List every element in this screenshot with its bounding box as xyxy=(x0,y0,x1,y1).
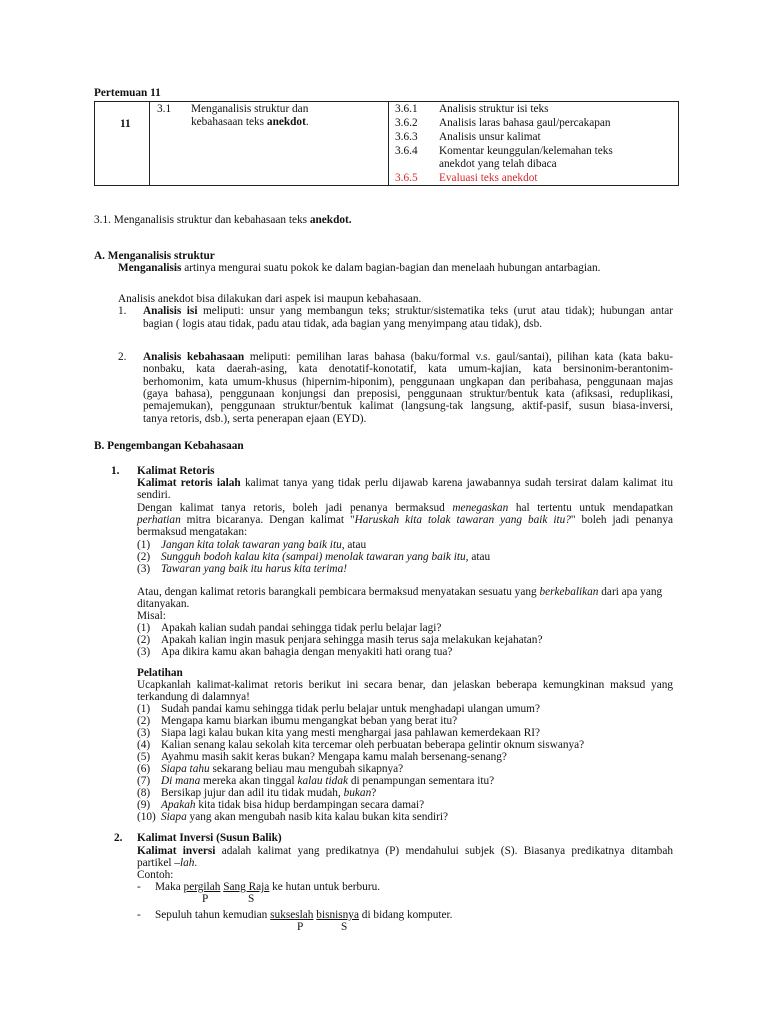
section-a-heading: A. Menganalisis struktur xyxy=(94,250,215,262)
analysis-intro: Analisis anekdot bisa dilakukan dari aspek isi maupun kebahasaan. xyxy=(118,293,422,305)
exercise-text: Mengapa kamu biarkan ibumu mengangkat beban yang berat itu? xyxy=(161,715,458,727)
analysis-isi-line2: bagian ( logis atau tidak, padu atau tidak, ada bagian yang menyimpang atau tidak), dsb. xyxy=(143,318,543,330)
misal-text: Apa dikira kamu akan bahagia dengan menyakiti hati orang tua? xyxy=(161,646,453,658)
exercise-number: (6) xyxy=(137,763,151,775)
analysis-kebahasaan-line6: tanya retoris, dsb.), serta penerapan ejaan (EYD). xyxy=(143,413,367,425)
subsection-2-title: Kalimat Inversi (Susun Balik) xyxy=(137,832,282,844)
misal-number: (3) xyxy=(137,646,151,658)
indicator-text-highlight: Evaluasi teks anekdot xyxy=(439,172,538,184)
exercise-text: Bersikap jujur dan adil itu tidak mudah, bukan? xyxy=(161,787,377,799)
section-b-heading: B. Pengembangan Kebahasaan xyxy=(94,440,244,452)
misal-number: (1) xyxy=(137,622,151,634)
competency-table xyxy=(94,101,679,186)
pelatihan-heading: Pelatihan xyxy=(137,667,183,679)
meeting-cell xyxy=(95,102,150,186)
list-number: 2. xyxy=(118,351,127,363)
misal-label: Misal: xyxy=(137,610,166,622)
analysis-kebahasaan-line4: (gaya bahasa), penggunaan konjungsi dan preposisi, penggunaan struktur/bentuk kata (afiksasi, reduplikasi, xyxy=(143,388,673,400)
definition-menganalisis: Menganalisis artinya mengurai suatu pokok ke dalam bagian-bagian dan menelaah hubungan antarbagian. xyxy=(118,262,601,274)
exercise-text: Di mana mereka akan tinggal kalau tidak di penampungan sementara itu? xyxy=(161,775,495,787)
retoris-definition-line2: sendiri. xyxy=(137,489,171,501)
example-number: (3) xyxy=(137,563,151,575)
exercise-text: Siapa lagi kalau bukan kita yang mesti menghargai jasa pahlawan kemerdekaan RI? xyxy=(161,727,541,739)
subsection-1-title: Kalimat Retoris xyxy=(137,465,215,477)
subject-label: S xyxy=(341,921,348,933)
exercise-text: Apakah kita tidak bisa hidup berdampingan secara damai? xyxy=(161,799,425,811)
kd-text-line1: Menganalisis struktur dan xyxy=(191,103,309,115)
indicator-num-highlight: 3.6.5 xyxy=(395,172,418,184)
subsection-number: 2. xyxy=(114,832,123,844)
exercise-number: (2) xyxy=(137,715,151,727)
exercise-number: (8) xyxy=(137,787,151,799)
analysis-kebahasaan-line3: berhomonim, kata umum-khusus (hipernim-hiponim), penggunaan ungkapan dan peribahasa, penggunaan majas xyxy=(143,376,673,388)
contoh-label: Contoh: xyxy=(137,869,174,881)
predicate-label: P xyxy=(202,893,209,905)
section-3-1-heading: 3.1. Menganalisis struktur dan kebahasaan teks anekdot. xyxy=(94,214,352,226)
meeting-number: 11 xyxy=(120,118,131,130)
indicator-num: 3.6.1 xyxy=(395,103,418,115)
kd-text-line2: kebahasaan teks anekdot. xyxy=(191,116,309,128)
indicator-num: 3.6.4 xyxy=(395,145,418,157)
exercise-text: Kalian senang kalau sekolah kita tercemar oleh perbuatan beberapa gelintir oknum siswanya? xyxy=(161,739,585,751)
list-number: 1. xyxy=(118,305,127,317)
example-dash: - xyxy=(137,909,141,921)
indicator-text: Analisis struktur isi teks xyxy=(439,103,549,115)
example-dash: - xyxy=(137,881,141,893)
analysis-kebahasaan-line1: Analisis kebahasaan meliputi: pemilihan laras bahasa (baku/formal v.s. gaul/santai), pilihan kata (kata baku- xyxy=(143,351,673,363)
indicator-num: 3.6.2 xyxy=(395,117,418,129)
analysis-kebahasaan-line2: nonbaku, kata daerah-asing, kata denotatif-konotatif, kata umum-kajian, kata bersinonim-berantonim- xyxy=(143,363,673,375)
exercise-number: (1) xyxy=(137,703,151,715)
exercise-number: (5) xyxy=(137,751,151,763)
pelatihan-instruction-line1: Ucapkanlah kalimat-kalimat retoris berikut ini secara benar, dan jelaskan beberapa kemungkinan maksud yang xyxy=(137,679,673,691)
page-title: Pertemuan 11 xyxy=(94,87,161,99)
exercise-number: (9) xyxy=(137,799,151,811)
indicator-text: Analisis unsur kalimat xyxy=(439,131,541,143)
predicate-label: P xyxy=(297,921,304,933)
retoris-paragraph2-line1: Atau, dengan kalimat retoris barangkali pembicara bermaksud menyatakan sesuatu yang berkebalikan dari apa yang xyxy=(137,586,663,598)
pelatihan-instruction-line2: terkandung di dalamnya! xyxy=(137,691,250,703)
indicator-text-cont: anekdot yang telah dibaca xyxy=(439,158,557,170)
exercise-text: Sudah pandai kamu sehingga tidak perlu belajar untuk menghadapi ulangan umum? xyxy=(161,703,540,715)
exercise-text: Siapa yang akan mengubah nasib kita kalau bukan kita sendiri? xyxy=(161,811,449,823)
retoris-paragraph-line3: bermaksud mengatakan: xyxy=(137,526,248,538)
kd-number: 3.1 xyxy=(157,103,172,115)
exercise-number: (4) xyxy=(137,739,151,751)
misal-number: (2) xyxy=(137,634,151,646)
example-text: Jangan kita tolak tawaran yang baik itu, atau xyxy=(161,539,367,551)
exercise-number: (7) xyxy=(137,775,151,787)
retoris-paragraph-line2: perhatian mitra bicaranya. Dengan kalimat "Haruskah kita tolak tawaran yang baik itu?" boleh jadi penanya xyxy=(137,514,674,526)
indicator-num: 3.6.3 xyxy=(395,131,418,143)
retoris-paragraph-line1: Dengan kalimat tanya retoris, boleh jadi penanya bermaksud menegaskan hal tertentu untuk mendapatkan xyxy=(137,502,673,514)
analysis-kebahasaan-line5: pemajemukan), penggunaan struktur/bentuk kalimat (langsung-tak langsung, aktif-pasif, susun biasa-inversi, xyxy=(143,400,673,412)
exercise-text: Ayahmu masih sakit keras bukan? Mengapa kamu malah bersenang-senang? xyxy=(161,751,507,763)
example-text: Sungguh bodoh kalau kita (sampai) menolak tawaran yang baik itu, atau xyxy=(161,551,491,563)
subsection-number: 1. xyxy=(111,465,120,477)
indicator-text: Analisis laras bahasa gaul/percakapan xyxy=(439,117,611,129)
example-number: (2) xyxy=(137,551,151,563)
inversi-example-1: Maka pergilah Sang Raja ke hutan untuk berburu. xyxy=(155,881,381,893)
analysis-isi-line1: Analisis isi meliputi: unsur yang membangun teks; struktur/sistematika teks (urut atau tidak); hubungan antar xyxy=(143,305,674,317)
inversi-definition-line2: partikel –lah. xyxy=(137,857,198,869)
example-text: Tawaran yang baik itu harus kita terima! xyxy=(161,563,347,575)
example-number: (1) xyxy=(137,539,151,551)
exercise-text: Siapa tahu sekarang beliau mau mengubah sikapnya? xyxy=(161,763,404,775)
indicator-text: Komentar keunggulan/kelemahan teks xyxy=(439,145,613,157)
retoris-definition-line1: Kalimat retoris ialah kalimat tanya yang tidak perlu dijawab karena jawabannya sudah tersirat dalam kalimat itu xyxy=(137,477,673,489)
indicator-cell xyxy=(389,102,679,186)
misal-text: Apakah kalian ingin masuk penjara sehingga masih terus saja melakukan kejahatan? xyxy=(161,634,543,646)
subject-label: S xyxy=(248,893,255,905)
exercise-number: (10) xyxy=(137,811,156,823)
exercise-number: (3) xyxy=(137,727,151,739)
inversi-definition-line1: Kalimat inversi adalah kalimat yang predikatnya (P) mendahului subjek (S). Biasanya predikatnya ditambah xyxy=(137,845,673,857)
retoris-paragraph2-line2: ditanyakan. xyxy=(137,598,190,610)
inversi-example-2: Sepuluh tahun kemudian sukseslah bisnisnya di bidang komputer. xyxy=(155,909,453,921)
misal-text: Apakah kalian sudah pandai sehingga tidak perlu belajar lagi? xyxy=(161,622,442,634)
kd-cell xyxy=(150,102,389,186)
